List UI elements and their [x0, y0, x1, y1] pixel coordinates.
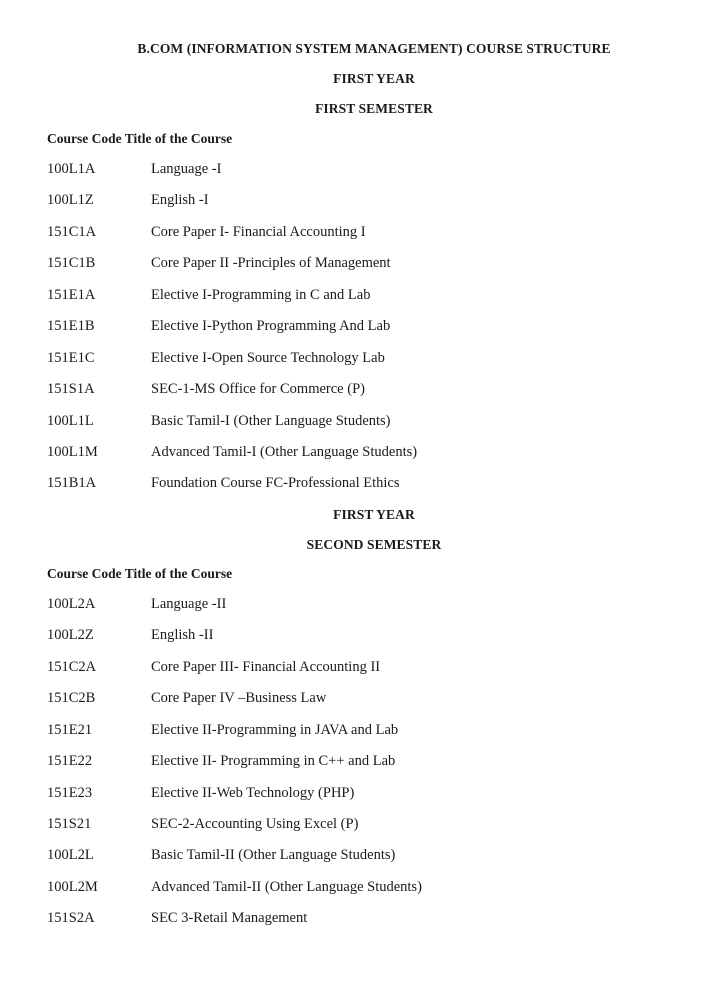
course-title: SEC-1-MS Office for Commerce (P) — [151, 381, 365, 397]
course-code: 100L1L — [47, 413, 94, 429]
course-code: 151E22 — [47, 753, 93, 769]
course-code: 151S2A — [47, 910, 95, 926]
course-title: Advanced Tamil-II (Other Language Students) — [151, 879, 422, 895]
course-title: SEC 3-Retail Management — [151, 910, 308, 926]
course-title: Basic Tamil-I (Other Language Students) — [151, 413, 391, 429]
course-code: 100L2M — [47, 879, 98, 895]
course-title: Core Paper III- Financial Accounting II — [151, 659, 381, 675]
course-title: Basic Tamil-II (Other Language Students) — [151, 847, 396, 863]
course-title: SEC-2-Accounting Using Excel (P) — [151, 816, 359, 832]
year-heading-2: FIRST YEAR — [333, 507, 415, 522]
course-code: 100L1Z — [47, 192, 94, 208]
course-title: Advanced Tamil-I (Other Language Students) — [151, 444, 418, 460]
course-title: Elective II- Programming in C++ and Lab — [151, 753, 396, 769]
course-code: 151E21 — [47, 722, 93, 738]
course-code: 100L2A — [47, 596, 96, 612]
course-title: Core Paper I- Financial Accounting I — [151, 224, 366, 240]
course-code: 151S1A — [47, 381, 95, 397]
semester-heading-2: SECOND SEMESTER — [306, 537, 442, 552]
course-code: 151E1B — [47, 318, 95, 334]
course-code: 100L2L — [47, 847, 94, 863]
document-title: B.COM (INFORMATION SYSTEM MANAGEMENT) COURSE STRUCTURE — [137, 41, 611, 56]
course-code: 100L1M — [47, 444, 98, 460]
course-code: 151S21 — [47, 816, 92, 832]
year-heading-1: FIRST YEAR — [333, 71, 415, 86]
course-title: Elective II-Programming in JAVA and Lab — [151, 722, 399, 738]
course-code: 151E23 — [47, 785, 93, 801]
column-header-1: Course Code Title of the Course — [47, 131, 233, 146]
course-title: English -I — [151, 192, 209, 208]
course-code: 151B1A — [47, 475, 97, 491]
column-header-2: Course Code Title of the Course — [47, 566, 233, 581]
course-title: English -II — [151, 627, 214, 643]
course-title: Language -I — [151, 161, 222, 177]
semester-heading-1: FIRST SEMESTER — [315, 101, 433, 116]
course-title: Elective I-Python Programming And Lab — [151, 318, 391, 334]
course-code: 151C2B — [47, 690, 96, 706]
course-code: 151C2A — [47, 659, 97, 675]
course-code: 151C1A — [47, 224, 97, 240]
course-title: Elective I-Programming in C and Lab — [151, 287, 371, 303]
course-title: Language -II — [151, 596, 227, 612]
course-code: 151E1C — [47, 350, 95, 366]
course-title: Core Paper IV –Business Law — [151, 690, 327, 706]
course-code: 100L2Z — [47, 627, 94, 643]
course-title: Foundation Course FC-Professional Ethics — [151, 475, 400, 491]
course-code: 100L1A — [47, 161, 96, 177]
course-title: Elective II-Web Technology (PHP) — [151, 785, 355, 801]
course-code: 151E1A — [47, 287, 96, 303]
course-code: 151C1B — [47, 255, 96, 271]
course-title: Core Paper II -Principles of Management — [151, 255, 391, 271]
course-title: Elective I-Open Source Technology Lab — [151, 350, 385, 366]
